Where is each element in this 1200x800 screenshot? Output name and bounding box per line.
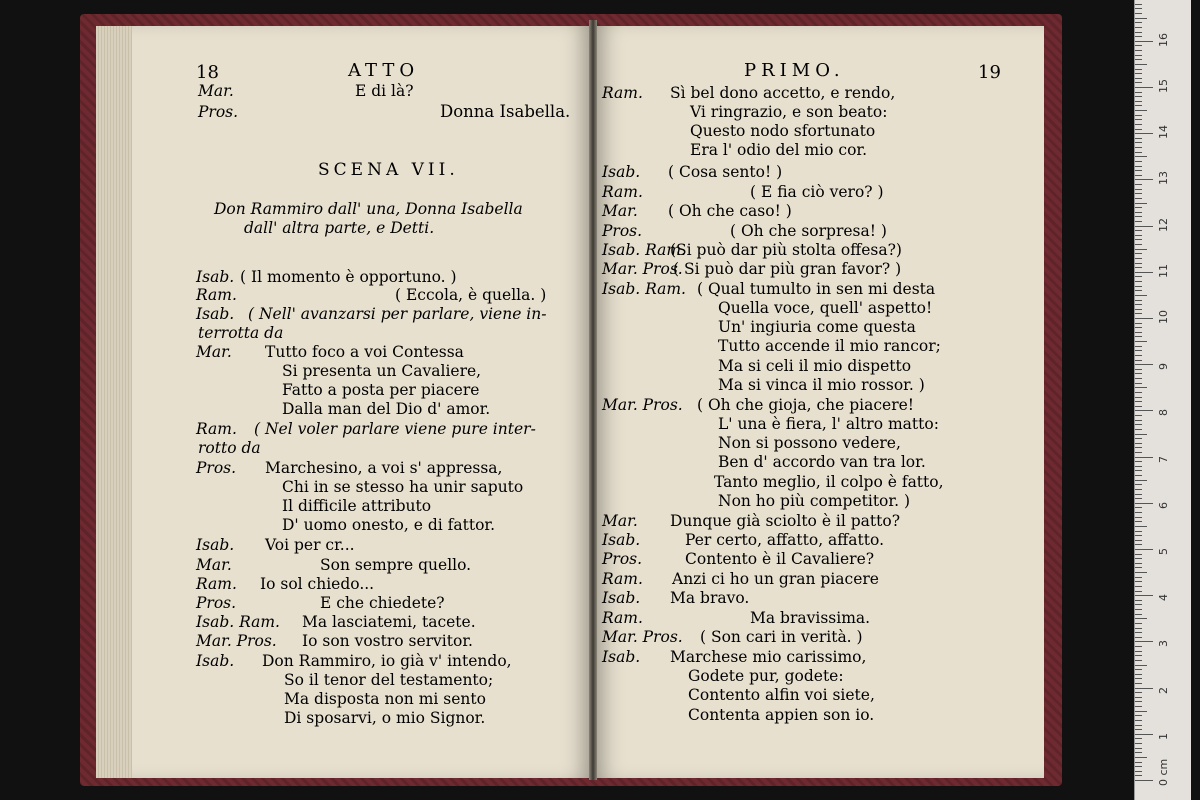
speaker: Mar. bbox=[602, 512, 638, 530]
ruler-tick bbox=[1135, 8, 1142, 9]
ruler-number: 3 bbox=[1157, 640, 1170, 648]
ruler-tick bbox=[1135, 18, 1147, 19]
ruler-tick bbox=[1135, 96, 1142, 97]
ruler-tick bbox=[1135, 193, 1142, 194]
ruler-tick bbox=[1135, 641, 1153, 642]
ruler-tick bbox=[1135, 701, 1142, 702]
verse-line: ( Nell' avanzarsi per parlare, viene in- bbox=[248, 305, 547, 323]
verse-line: Anzi ci ho un gran piacere bbox=[672, 570, 879, 588]
verse-line: So il tenor del testamento; bbox=[284, 671, 494, 689]
speaker: Mar. bbox=[196, 556, 232, 574]
ruler-tick bbox=[1135, 457, 1153, 458]
ruler-tick bbox=[1135, 466, 1142, 467]
ruler-tick bbox=[1135, 263, 1142, 264]
left-page-number: 18 bbox=[196, 62, 219, 83]
left-running-head: ATTO bbox=[348, 60, 420, 81]
speaker: Ram. bbox=[602, 84, 643, 102]
verse-line: E di là? bbox=[355, 82, 414, 100]
ruler-tick bbox=[1135, 184, 1142, 185]
verse-line: L' una è fiera, l' altro matto: bbox=[718, 415, 939, 433]
ruler-tick bbox=[1135, 41, 1153, 42]
ruler-tick bbox=[1135, 725, 1142, 726]
speaker: Ram. bbox=[602, 183, 643, 201]
ruler-tick bbox=[1135, 133, 1153, 134]
ruler-tick bbox=[1135, 323, 1142, 324]
verse-line: Son sempre quello. bbox=[320, 556, 472, 574]
ruler-tick bbox=[1135, 646, 1142, 647]
ruler-tick bbox=[1135, 609, 1142, 610]
ruler-tick bbox=[1135, 586, 1142, 587]
speaker: Mar. bbox=[196, 343, 232, 361]
ruler-tick bbox=[1135, 101, 1142, 102]
ruler-tick bbox=[1135, 161, 1142, 162]
speaker: Pros. bbox=[196, 459, 237, 477]
verse-line: ( Oh che sorpresa! ) bbox=[730, 222, 887, 240]
ruler-tick bbox=[1135, 775, 1142, 776]
ruler-tick bbox=[1135, 762, 1142, 763]
verse-line: ( Eccola, è quella. ) bbox=[395, 286, 547, 304]
ruler-tick bbox=[1135, 683, 1142, 684]
ruler-tick bbox=[1135, 424, 1142, 425]
ruler-tick bbox=[1135, 286, 1142, 287]
verse-line: Ben d' accordo van tra lor. bbox=[718, 453, 926, 471]
ruler-tick bbox=[1135, 32, 1142, 33]
ruler-tick bbox=[1135, 105, 1142, 106]
ruler-tick bbox=[1135, 166, 1142, 167]
verse-line: Ma si vinca il mio rossor. ) bbox=[718, 376, 925, 394]
speaker: Pros. bbox=[602, 550, 643, 568]
verse-line: Vi ringrazio, e son beato: bbox=[690, 103, 888, 121]
ruler-tick bbox=[1135, 304, 1142, 305]
ruler-tick bbox=[1135, 364, 1153, 365]
ruler-tick bbox=[1135, 69, 1142, 70]
verse-line: Ma bravo. bbox=[670, 589, 750, 607]
speaker: Ram. bbox=[196, 420, 237, 438]
ruler-tick bbox=[1135, 129, 1142, 130]
ruler-tick bbox=[1135, 221, 1142, 222]
ruler-tick bbox=[1135, 267, 1142, 268]
ruler-tick bbox=[1135, 355, 1142, 356]
ruler-tick bbox=[1135, 711, 1147, 712]
verse-line: Chi in se stesso ha unir saputo bbox=[282, 478, 524, 496]
ruler-tick bbox=[1135, 332, 1142, 333]
ruler-tick bbox=[1135, 401, 1142, 402]
ruler-tick bbox=[1135, 258, 1142, 259]
ruler-tick bbox=[1135, 313, 1142, 314]
speaker: Mar. Pros. bbox=[602, 260, 683, 278]
ruler-tick bbox=[1135, 4, 1142, 5]
ruler-number: 15 bbox=[1157, 79, 1170, 93]
ruler-tick bbox=[1135, 82, 1142, 83]
verse-line: Quella voce, quell' aspetto! bbox=[718, 299, 933, 317]
speaker: Isab. bbox=[196, 305, 235, 323]
ruler-tick bbox=[1135, 595, 1153, 596]
ruler-tick bbox=[1135, 290, 1142, 291]
ruler-tick bbox=[1135, 203, 1147, 204]
measuring-ruler bbox=[1134, 0, 1191, 800]
speaker: Isab. bbox=[602, 648, 641, 666]
ruler-tick bbox=[1135, 637, 1142, 638]
ruler-tick bbox=[1135, 230, 1142, 231]
ruler-tick bbox=[1135, 119, 1142, 120]
ruler-tick bbox=[1135, 688, 1153, 689]
speaker: Isab. bbox=[602, 589, 641, 607]
ruler-tick bbox=[1135, 540, 1142, 541]
ruler-tick bbox=[1135, 674, 1142, 675]
verse-line: Godete pur, godete: bbox=[688, 667, 844, 685]
ruler-tick bbox=[1135, 300, 1142, 301]
ruler-tick bbox=[1135, 752, 1142, 753]
ruler-tick bbox=[1135, 45, 1142, 46]
ruler-tick bbox=[1135, 507, 1142, 508]
speaker: Mar. Pros. bbox=[602, 628, 683, 646]
ruler-tick bbox=[1135, 276, 1142, 277]
verse-line: Ma si celi il mio dispetto bbox=[718, 357, 912, 375]
ruler-tick bbox=[1135, 415, 1142, 416]
ruler-tick bbox=[1135, 55, 1142, 56]
ruler-tick bbox=[1135, 558, 1142, 559]
ruler-tick bbox=[1135, 244, 1142, 245]
ruler-tick bbox=[1135, 438, 1142, 439]
verse-line: Don Rammiro, io già v' intendo, bbox=[262, 652, 512, 670]
ruler-tick bbox=[1135, 692, 1142, 693]
ruler-tick bbox=[1135, 531, 1142, 532]
ruler-tick bbox=[1135, 655, 1142, 656]
ruler-tick bbox=[1135, 336, 1142, 337]
ruler-tick bbox=[1135, 78, 1142, 79]
verse-line: Io son vostro servitor. bbox=[302, 632, 473, 650]
ruler-tick bbox=[1135, 152, 1142, 153]
ruler-tick bbox=[1135, 581, 1142, 582]
ruler-tick bbox=[1135, 480, 1147, 481]
verse-line: Donna Isabella. bbox=[440, 102, 571, 121]
ruler-number: 8 bbox=[1157, 409, 1170, 417]
speaker: Pros. bbox=[198, 103, 239, 121]
ruler-tick bbox=[1135, 600, 1142, 601]
verse-line: (Si può dar più stolta offesa?) bbox=[670, 241, 902, 259]
ruler-tick bbox=[1135, 526, 1147, 527]
ruler-tick bbox=[1135, 651, 1142, 652]
verse-line: Sì bel dono accetto, e rendo, bbox=[670, 84, 896, 102]
verse-line: Dalla man del Dio d' amor. bbox=[282, 400, 491, 418]
ruler-tick bbox=[1135, 544, 1142, 545]
ruler-number: 2 bbox=[1157, 686, 1170, 694]
ruler-tick bbox=[1135, 124, 1142, 125]
ruler-tick bbox=[1135, 567, 1142, 568]
verse-line: ( Il momento è opportuno. ) bbox=[240, 268, 457, 286]
verse-line: Contenta appien son io. bbox=[688, 706, 875, 724]
ruler-tick bbox=[1135, 387, 1147, 388]
ruler-tick bbox=[1135, 216, 1142, 217]
ruler-tick bbox=[1135, 729, 1142, 730]
ruler-tick bbox=[1135, 591, 1142, 592]
ruler-number: 9 bbox=[1157, 363, 1170, 371]
verse-line: Si presenta un Cavaliere, bbox=[282, 362, 482, 380]
speaker: Ram. bbox=[196, 286, 237, 304]
ruler-tick bbox=[1135, 669, 1142, 670]
speaker: Isab. bbox=[602, 163, 641, 181]
ruler-tick bbox=[1135, 341, 1147, 342]
ruler-tick bbox=[1135, 498, 1142, 499]
ruler-tick bbox=[1135, 360, 1142, 361]
ruler-tick bbox=[1135, 179, 1153, 180]
right-page-number: 19 bbox=[978, 62, 1001, 83]
ruler-tick bbox=[1135, 766, 1142, 767]
verse-line: Contento alfin voi siete, bbox=[688, 686, 875, 704]
verse-line: Ma bravissima. bbox=[750, 609, 871, 627]
ruler-tick bbox=[1135, 13, 1142, 14]
ruler-number: 0 cm bbox=[1157, 758, 1170, 786]
verse-line: rotto da bbox=[198, 439, 261, 457]
ruler-tick bbox=[1135, 207, 1142, 208]
ruler-tick bbox=[1135, 535, 1142, 536]
ruler-tick bbox=[1135, 623, 1142, 624]
ruler-tick bbox=[1135, 447, 1142, 448]
speaker: Ram. bbox=[602, 609, 643, 627]
ruler-tick bbox=[1135, 410, 1153, 411]
ruler-tick bbox=[1135, 406, 1142, 407]
ruler-tick bbox=[1135, 253, 1142, 254]
verse-line: Tutto foco a voi Contessa bbox=[265, 343, 464, 361]
ruler-tick bbox=[1135, 175, 1142, 176]
speaker: Ram. bbox=[196, 575, 237, 593]
left-page-edges bbox=[96, 26, 132, 778]
ruler-tick bbox=[1135, 87, 1153, 88]
ruler-tick bbox=[1135, 27, 1142, 28]
ruler-tick bbox=[1135, 628, 1142, 629]
ruler-tick bbox=[1135, 369, 1142, 370]
verse-line: Non si possono vedere, bbox=[718, 434, 901, 452]
ruler-tick bbox=[1135, 434, 1147, 435]
ruler-tick bbox=[1135, 420, 1142, 421]
ruler-tick bbox=[1135, 318, 1153, 319]
ruler-tick bbox=[1135, 443, 1142, 444]
ruler-tick bbox=[1135, 475, 1142, 476]
right-running-head: PRIMO. bbox=[744, 60, 845, 81]
speaker: Isab. Ram. bbox=[602, 241, 686, 259]
verse-line: Un' ingiuria come questa bbox=[718, 318, 916, 336]
ruler-number: 14 bbox=[1157, 125, 1170, 140]
ruler-tick bbox=[1135, 239, 1142, 240]
verse-line: ( Qual tumulto in sen mi desta bbox=[697, 280, 936, 298]
speaker: Ram. bbox=[602, 570, 643, 588]
ruler-tick bbox=[1135, 73, 1142, 74]
book-gutter bbox=[589, 20, 597, 780]
verse-line: Dunque già sciolto è il patto? bbox=[670, 512, 901, 530]
verse-line: Questo nodo sfortunato bbox=[690, 122, 876, 140]
ruler-tick bbox=[1135, 170, 1142, 171]
ruler-tick bbox=[1135, 743, 1142, 744]
verse-line: terrotta da bbox=[198, 324, 284, 342]
ruler-tick bbox=[1135, 392, 1142, 393]
ruler-tick bbox=[1135, 563, 1142, 564]
ruler-tick bbox=[1135, 748, 1142, 749]
ruler-tick bbox=[1135, 484, 1142, 485]
ruler-tick bbox=[1135, 660, 1142, 661]
ruler-tick bbox=[1135, 309, 1142, 310]
verse-line: ( Oh che gioja, che piacere! bbox=[697, 396, 915, 414]
speaker: Isab. Ram. bbox=[602, 280, 686, 298]
ruler-tick bbox=[1135, 632, 1142, 633]
ruler-tick bbox=[1135, 554, 1142, 555]
ruler-tick bbox=[1135, 503, 1153, 504]
ruler-tick bbox=[1135, 235, 1142, 236]
ruler-tick bbox=[1135, 734, 1153, 735]
ruler-number bbox=[1157, 0, 1170, 1]
scene-description: dall' altra parte, e Detti. bbox=[244, 219, 435, 237]
ruler-tick bbox=[1135, 780, 1153, 781]
verse-line: Tutto accende il mio rancor; bbox=[718, 337, 941, 355]
ruler-tick bbox=[1135, 521, 1142, 522]
ruler-tick bbox=[1135, 378, 1142, 379]
ruler-number: 10 bbox=[1157, 310, 1170, 324]
verse-line: E che chiedete? bbox=[320, 594, 445, 612]
ruler-tick bbox=[1135, 517, 1142, 518]
ruler-tick bbox=[1135, 189, 1142, 190]
ruler-number: 5 bbox=[1157, 548, 1170, 555]
speaker: Mar. Pros. bbox=[196, 632, 277, 650]
ruler-tick bbox=[1135, 715, 1142, 716]
speaker: Isab. bbox=[196, 536, 235, 554]
scene-title: SCENA VII. bbox=[318, 160, 459, 180]
ruler-number: 6 bbox=[1157, 501, 1170, 509]
ruler-tick bbox=[1135, 346, 1142, 347]
ruler-tick bbox=[1135, 92, 1142, 93]
verse-line: Io sol chiedo... bbox=[260, 575, 375, 593]
ruler-tick bbox=[1135, 350, 1142, 351]
speaker: Isab. bbox=[196, 652, 235, 670]
ruler-tick bbox=[1135, 383, 1142, 384]
ruler-number: 16 bbox=[1157, 32, 1170, 47]
verse-line: Per certo, affatto, affatto. bbox=[685, 531, 884, 549]
verse-line: Ma lasciatemi, tacete. bbox=[302, 613, 476, 631]
ruler-tick bbox=[1135, 452, 1142, 453]
verse-line: ( Cosa sento! ) bbox=[668, 163, 783, 181]
ruler-number: 11 bbox=[1157, 263, 1170, 278]
ruler-tick bbox=[1135, 36, 1142, 37]
verse-line: Ma disposta non mi sento bbox=[284, 690, 486, 708]
ruler-tick bbox=[1135, 429, 1142, 430]
ruler-tick bbox=[1135, 142, 1142, 143]
ruler-tick bbox=[1135, 771, 1142, 772]
speaker: Isab. Ram. bbox=[196, 613, 280, 631]
verse-line: Marchese mio carissimo, bbox=[670, 648, 867, 666]
ruler-tick bbox=[1135, 327, 1142, 328]
ruler-tick bbox=[1135, 757, 1147, 758]
ruler-tick bbox=[1135, 22, 1142, 23]
speaker: Isab. bbox=[602, 531, 641, 549]
ruler-tick bbox=[1135, 604, 1142, 605]
ruler-number: 13 bbox=[1157, 171, 1170, 186]
scene-description: Don Rammiro dall' una, Donna Isabella bbox=[214, 200, 523, 218]
ruler-tick bbox=[1135, 249, 1147, 250]
verse-line: Era l' odio del mio cor. bbox=[690, 141, 868, 159]
ruler-tick bbox=[1135, 549, 1153, 550]
ruler-tick bbox=[1135, 614, 1142, 615]
verse-line: D' uomo onesto, e di fattor. bbox=[282, 516, 496, 534]
ruler-tick bbox=[1135, 738, 1142, 739]
ruler-tick bbox=[1135, 697, 1142, 698]
verse-line: Di sposarvi, o mio Signor. bbox=[284, 709, 486, 727]
verse-line: Tanto meglio, il colpo è fatto, bbox=[714, 473, 944, 491]
ruler-tick bbox=[1135, 59, 1142, 60]
verse-line: Voi per cr... bbox=[265, 536, 355, 554]
ruler-number: 4 bbox=[1157, 594, 1170, 602]
ruler-number: 12 bbox=[1157, 217, 1170, 232]
ruler-tick bbox=[1135, 470, 1142, 471]
verse-line: ( Son cari in verità. ) bbox=[700, 628, 863, 646]
ruler-tick bbox=[1135, 115, 1142, 116]
ruler-tick bbox=[1135, 512, 1142, 513]
ruler-number: 1 bbox=[1157, 732, 1170, 740]
ruler-tick bbox=[1135, 110, 1147, 111]
ruler-tick bbox=[1135, 665, 1147, 666]
verse-line: ( Si può dar più gran favor? ) bbox=[673, 260, 902, 278]
ruler-tick bbox=[1135, 138, 1142, 139]
ruler-number: 7 bbox=[1157, 455, 1170, 463]
speaker: Mar. bbox=[602, 202, 638, 220]
ruler-tick bbox=[1135, 226, 1153, 227]
speaker: Mar. bbox=[198, 82, 234, 100]
ruler-tick bbox=[1135, 678, 1142, 679]
verse-line: Il difficile attributo bbox=[282, 497, 432, 515]
ruler-tick bbox=[1135, 720, 1142, 721]
ruler-tick bbox=[1135, 461, 1142, 462]
verse-line: ( Nel voler parlare viene pure inter- bbox=[254, 420, 536, 438]
ruler-tick bbox=[1135, 295, 1147, 296]
ruler-tick bbox=[1135, 198, 1142, 199]
verse-line: ( E fia ciò vero? ) bbox=[750, 183, 884, 201]
ruler-tick bbox=[1135, 618, 1147, 619]
verse-line: ( Oh che caso! ) bbox=[668, 202, 792, 220]
speaker: Isab. bbox=[196, 268, 235, 286]
ruler-tick bbox=[1135, 577, 1142, 578]
ruler-tick bbox=[1135, 489, 1142, 490]
speaker: Mar. Pros. bbox=[602, 396, 683, 414]
ruler-tick bbox=[1135, 272, 1153, 273]
ruler-tick bbox=[1135, 156, 1147, 157]
verse-line: Contento è il Cavaliere? bbox=[685, 550, 875, 568]
ruler-tick bbox=[1135, 281, 1142, 282]
speaker: Pros. bbox=[196, 594, 237, 612]
ruler-tick bbox=[1135, 64, 1147, 65]
ruler-tick bbox=[1135, 706, 1142, 707]
ruler-tick bbox=[1135, 494, 1142, 495]
ruler-tick bbox=[1135, 147, 1142, 148]
verse-line: Non ho più competitor. ) bbox=[718, 492, 910, 510]
ruler-tick bbox=[1135, 50, 1142, 51]
ruler-tick bbox=[1135, 373, 1142, 374]
ruler-tick bbox=[1135, 212, 1142, 213]
ruler-tick bbox=[1135, 397, 1142, 398]
speaker: Pros. bbox=[602, 222, 643, 240]
verse-line: Fatto a posta per piacere bbox=[282, 381, 480, 399]
ruler-tick bbox=[1135, 572, 1147, 573]
verse-line: Marchesino, a voi s' appressa, bbox=[265, 459, 503, 477]
